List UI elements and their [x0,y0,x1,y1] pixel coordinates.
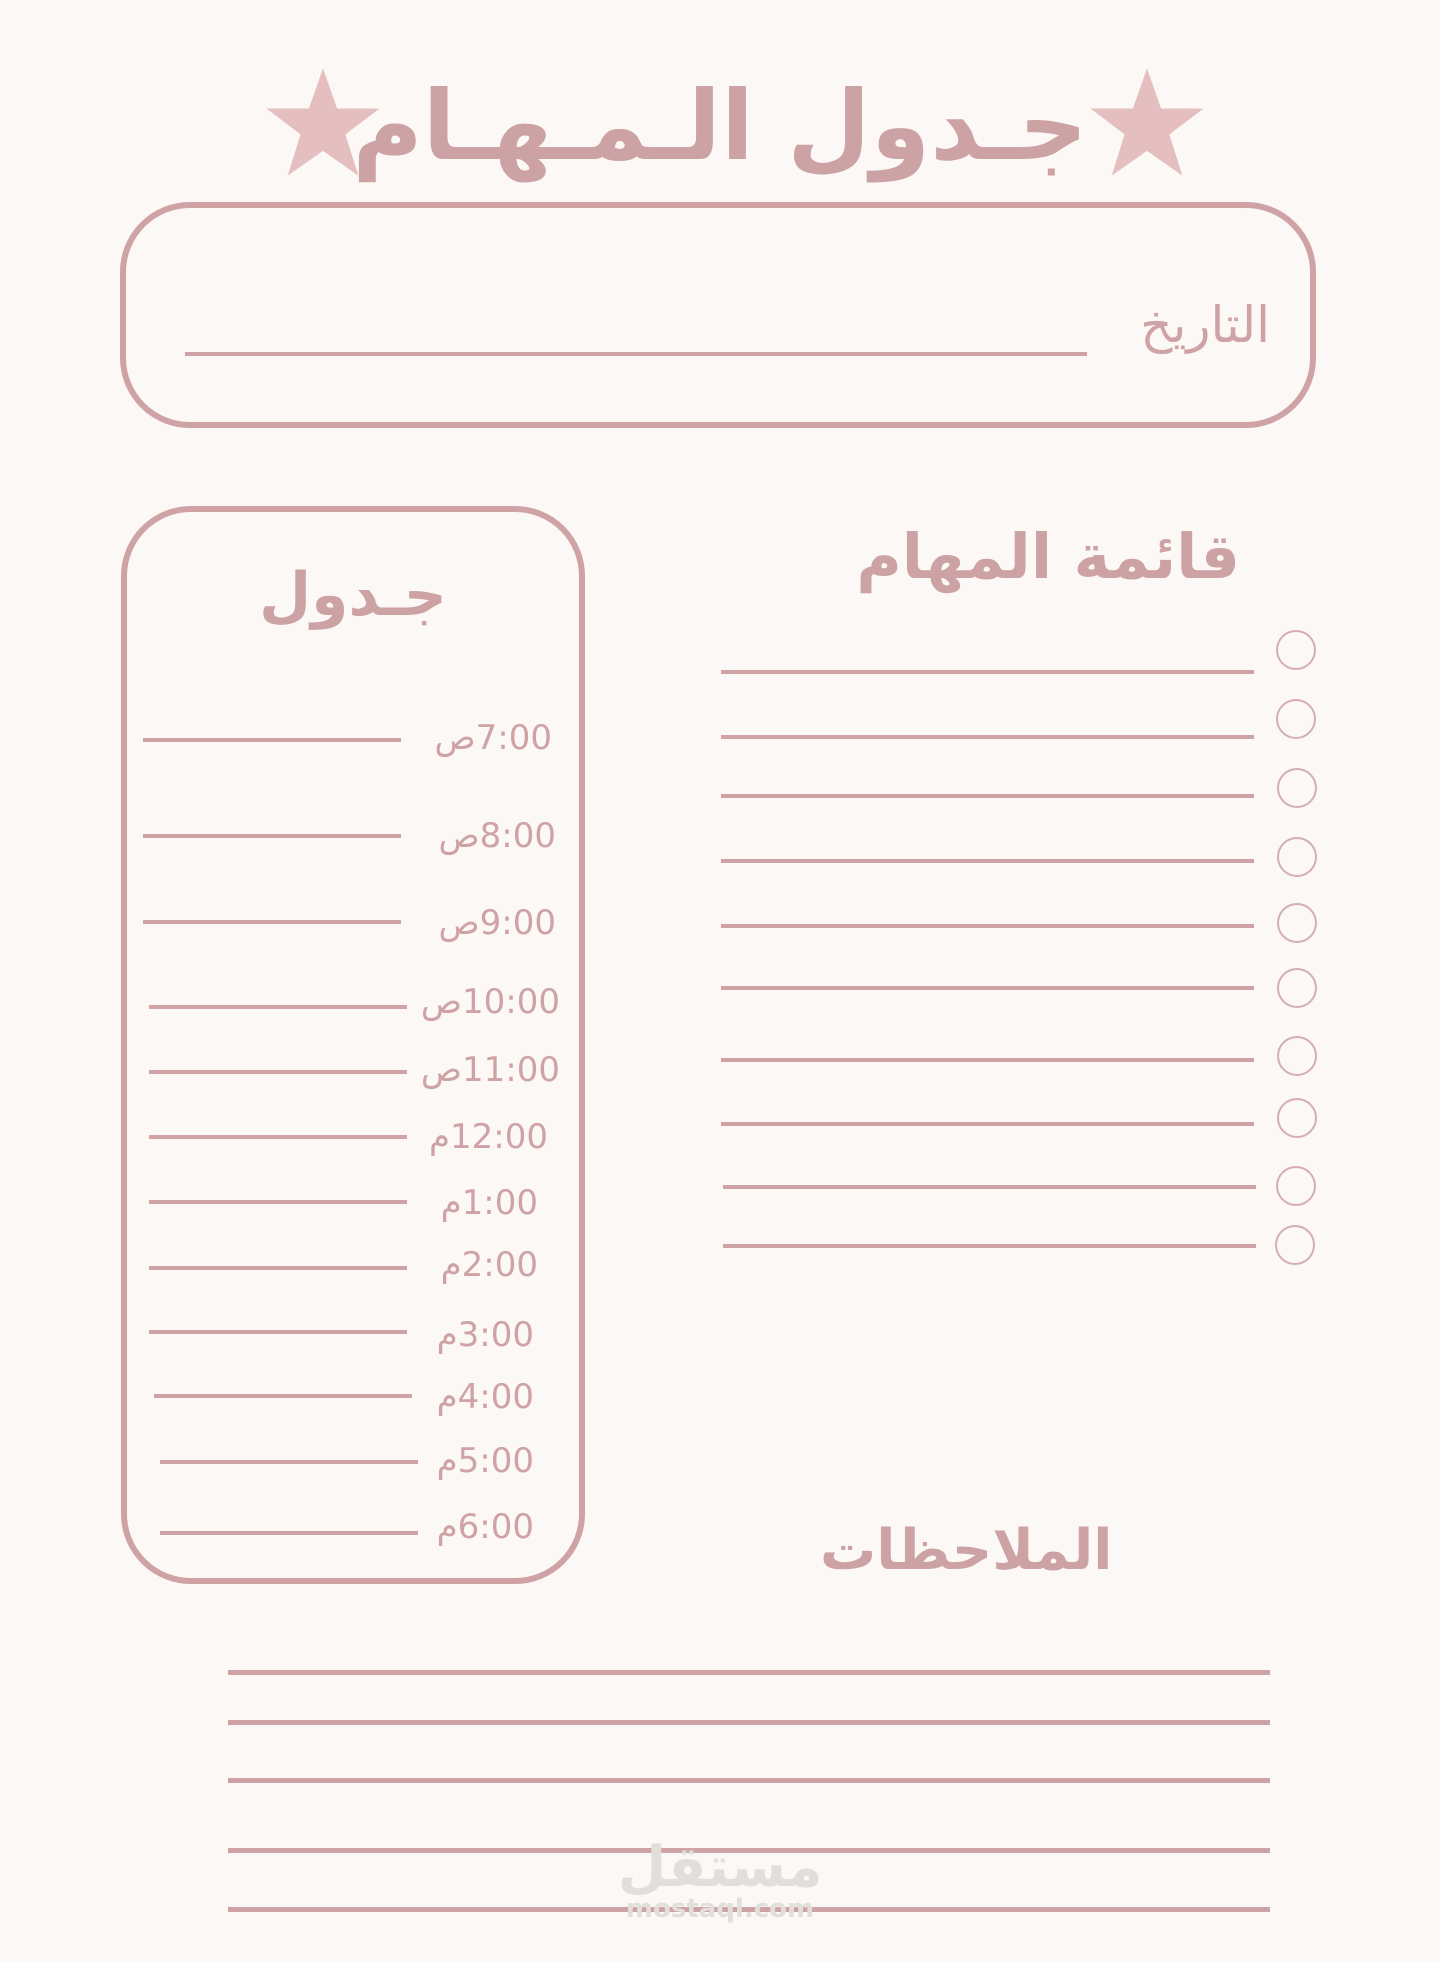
task-line[interactable] [721,986,1254,990]
task-checkbox[interactable] [1276,630,1316,670]
watermark-arabic: مستقل [617,1835,823,1900]
schedule-slot-line[interactable] [149,1330,407,1334]
schedule-slot-time: 12:00م [428,1117,548,1157]
task-line[interactable] [721,1058,1254,1062]
star-icon [1088,66,1206,178]
schedule-slot-line[interactable] [149,1266,407,1270]
task-checkbox[interactable] [1277,968,1317,1008]
schedule-slot-line[interactable] [149,1005,407,1009]
schedule-slot-line[interactable] [149,1070,407,1074]
page-title: جـدول الـمـهـام [352,70,1088,182]
schedule-slot-time: 1:00م [440,1183,538,1223]
task-checkbox[interactable] [1277,837,1317,877]
note-line[interactable] [228,1778,1270,1783]
date-input-line[interactable] [185,352,1087,356]
task-line[interactable] [723,1244,1256,1248]
schedule-slot-time: 2:00م [440,1245,538,1285]
date-box [120,202,1316,428]
schedule-slot-line[interactable] [143,920,401,924]
note-line[interactable] [228,1720,1270,1725]
tasks-title: قائمة المهام [856,520,1240,593]
schedule-slot-line[interactable] [160,1531,418,1535]
schedule-slot-line[interactable] [149,1200,407,1204]
schedule-box [121,506,585,1584]
schedule-slot-line[interactable] [143,738,401,742]
schedule-title: جـدول [259,560,447,630]
task-line[interactable] [721,794,1254,798]
note-line[interactable] [228,1670,1270,1675]
task-checkbox[interactable] [1277,1036,1317,1076]
schedule-slot-time: 7:00ص [434,718,552,758]
task-line[interactable] [721,670,1254,674]
task-checkbox[interactable] [1277,768,1317,808]
schedule-slot-time: 10:00ص [420,982,560,1022]
schedule-slot-time: 5:00م [436,1441,534,1481]
task-checkbox[interactable] [1276,1166,1316,1206]
schedule-slot-line[interactable] [149,1135,407,1139]
schedule-slot-time: 9:00ص [438,903,556,943]
date-label: التاريخ [1140,296,1270,354]
schedule-slot-line[interactable] [160,1460,418,1464]
task-line[interactable] [721,924,1254,928]
task-checkbox[interactable] [1277,1098,1317,1138]
watermark-latin: mostaql.com [625,1894,815,1924]
schedule-slot-line[interactable] [154,1394,412,1398]
task-checkbox[interactable] [1277,903,1317,943]
task-checkbox[interactable] [1276,699,1316,739]
watermark [600,1835,840,1924]
task-line[interactable] [721,735,1254,739]
task-line[interactable] [721,859,1254,863]
task-line[interactable] [721,1122,1254,1126]
schedule-slot-time: 6:00م [436,1507,534,1547]
task-checkbox[interactable] [1275,1225,1315,1265]
schedule-slot-time: 8:00ص [438,816,556,856]
task-line[interactable] [723,1185,1256,1189]
notes-title: الملاحظات [820,1518,1113,1583]
schedule-slot-time: 4:00م [436,1377,534,1417]
schedule-slot-time: 3:00م [436,1315,534,1355]
schedule-slot-time: 11:00ص [420,1050,560,1090]
schedule-slot-line[interactable] [143,834,401,838]
